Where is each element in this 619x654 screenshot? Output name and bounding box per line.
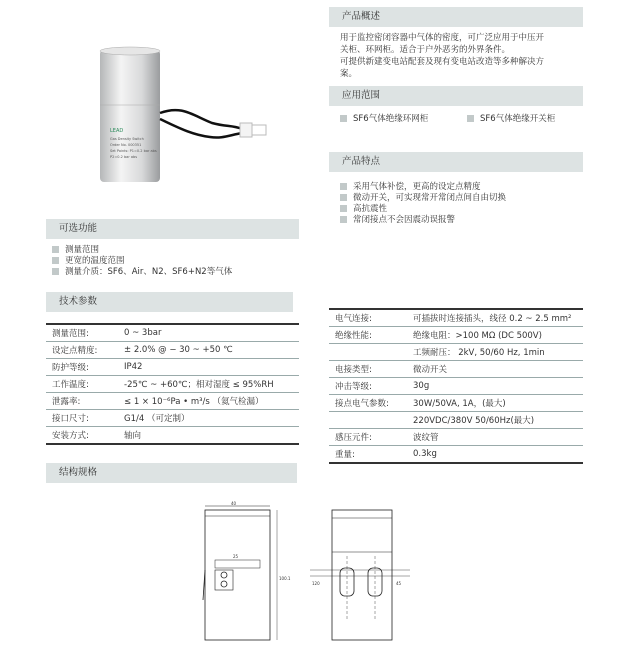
overview-title: 产品概述 <box>342 11 381 22</box>
spec-value: 220VDC/380V 50/60Hz(最大) <box>407 412 583 429</box>
spec-row <box>46 324 299 342</box>
product-label-line3: Set Points: P1=0.2 bar abs <box>110 149 157 153</box>
bullet-square-icon <box>340 194 347 201</box>
optional-header <box>46 219 299 239</box>
spec-key: 冲击等级: <box>329 378 407 395</box>
overview-line: 关柜、环网柜。适合于户外恶劣的外界条件。 <box>340 45 511 55</box>
spec-row <box>46 376 299 393</box>
spec-row <box>329 446 583 464</box>
features-list <box>340 181 506 225</box>
optional-title: 可选功能 <box>59 223 98 234</box>
spec-row <box>329 378 583 395</box>
spec-key: 电接类型: <box>329 361 407 378</box>
bullet-square-icon <box>467 115 474 122</box>
spec-value: 可插拔时连接插头，线径 0.2 ~ 2.5 mm² <box>407 309 583 327</box>
spec-value: 绝缘电阻：>100 MΩ (DC 500V) <box>407 327 583 344</box>
spec-value: G1/4 （可定制） <box>118 410 299 427</box>
features-title: 产品特点 <box>342 156 381 167</box>
spec-row <box>46 427 299 445</box>
bullet-square-icon <box>52 257 59 264</box>
spec-value: ± 2.0% @ − 30 ~ +50 ℃ <box>118 342 299 359</box>
dim-left-note: 120 <box>312 581 320 586</box>
application-item: SF6气体绝缘环网柜 <box>340 113 428 124</box>
specs-title: 技术参数 <box>59 296 98 307</box>
feature-item: 采用气体补偿，更高的设定点精度 <box>340 181 506 192</box>
optional-item: 测量范围 <box>52 244 232 255</box>
spec-key: 绝缘性能: <box>329 327 407 344</box>
spec-row <box>329 309 583 327</box>
product-label-line1: Gas Density Switch <box>110 137 144 141</box>
overview-line: 案。 <box>340 69 358 79</box>
optional-list <box>52 244 232 277</box>
spec-value: 波纹管 <box>407 429 583 446</box>
spec-value: -25℃ ~ +60℃；相对湿度 ≤ 95%RH <box>118 376 299 393</box>
spec-key <box>329 412 407 429</box>
overview-text <box>340 32 590 80</box>
specs-table-left <box>46 323 299 445</box>
bullet-square-icon <box>340 183 347 190</box>
spec-key: 防护等级: <box>46 359 118 376</box>
spec-row <box>329 327 583 344</box>
spec-value: 微动开关 <box>407 361 583 378</box>
spec-key: 重量: <box>329 446 407 464</box>
spec-key: 工作温度: <box>46 376 118 393</box>
dim-inner: 25 <box>233 554 239 559</box>
spec-row <box>46 410 299 427</box>
product-photo <box>92 45 282 195</box>
specs-table-right <box>329 308 583 464</box>
spec-key: 设定点精度: <box>46 342 118 359</box>
bullet-square-icon <box>340 216 347 223</box>
front-view-drawing <box>195 500 291 650</box>
feature-item: 高抗震性 <box>340 203 506 214</box>
spec-key <box>329 344 407 361</box>
spec-value: 30W/50VA, 1A，(最大) <box>407 395 583 412</box>
side-view-drawing <box>310 500 410 650</box>
spec-key: 测量范围: <box>46 324 118 342</box>
structure-header <box>46 463 297 483</box>
spec-value: ≤ 1 × 10⁻⁶Pa • m³/s （氦气检漏） <box>118 393 299 410</box>
overview-line: 可提供新建变电站配套及现有变电站改造等多种解决方 <box>340 57 545 67</box>
spec-value: 工频耐压： 2kV, 50/60 Hz, 1min <box>407 344 583 361</box>
optional-item: 测量介质：SF6、Air、N2、SF6+N2等气体 <box>52 266 232 277</box>
specs-header <box>46 292 293 312</box>
spec-row <box>329 395 583 412</box>
dim-width: 40 <box>231 501 237 506</box>
feature-item: 微动开关，可实现常开常闭点间自由切换 <box>340 192 506 203</box>
bullet-square-icon <box>52 268 59 275</box>
application-item: SF6气体绝缘开关柜 <box>467 113 555 124</box>
structure-title: 结构规格 <box>59 467 98 478</box>
dim-height: 100.1 <box>279 576 291 581</box>
spec-row <box>329 412 583 429</box>
product-label-line2: Order No. 000351 <box>110 143 142 147</box>
spec-value: 0.3kg <box>407 446 583 464</box>
spec-value: IP42 <box>118 359 299 376</box>
spec-key: 接点电气参数: <box>329 395 407 412</box>
spec-row <box>329 429 583 446</box>
spec-row <box>46 359 299 376</box>
spec-key: 电气连接: <box>329 309 407 327</box>
application-title: 应用范围 <box>342 90 381 101</box>
overview-line: 用于监控密闭容器中气体的密度，可广泛应用于中压开 <box>340 33 545 43</box>
features-header <box>329 152 583 172</box>
feature-item: 常闭接点不会因震动误报警 <box>340 214 506 225</box>
bullet-square-icon <box>340 115 347 122</box>
bullet-square-icon <box>52 246 59 253</box>
spec-row <box>329 361 583 378</box>
spec-key: 接口尺寸: <box>46 410 118 427</box>
spec-key: 泄露率: <box>46 393 118 410</box>
spec-value: 30g <box>407 378 583 395</box>
spec-row <box>329 344 583 361</box>
dim-right-note: 45 <box>396 581 402 586</box>
spec-key: 安装方式: <box>46 427 118 445</box>
spec-key: 感压元件: <box>329 429 407 446</box>
overview-header <box>329 7 583 27</box>
spec-row <box>46 393 299 410</box>
bullet-square-icon <box>340 205 347 212</box>
spec-value: 轴向 <box>118 427 299 445</box>
spec-row <box>46 342 299 359</box>
optional-item: 更宽的温度范围 <box>52 255 232 266</box>
product-brand: LEAD <box>110 128 124 134</box>
product-label-line4: P2=0.2 bar abs <box>110 155 138 159</box>
spec-value: 0 ~ 3bar <box>118 324 299 342</box>
application-header <box>329 86 583 106</box>
